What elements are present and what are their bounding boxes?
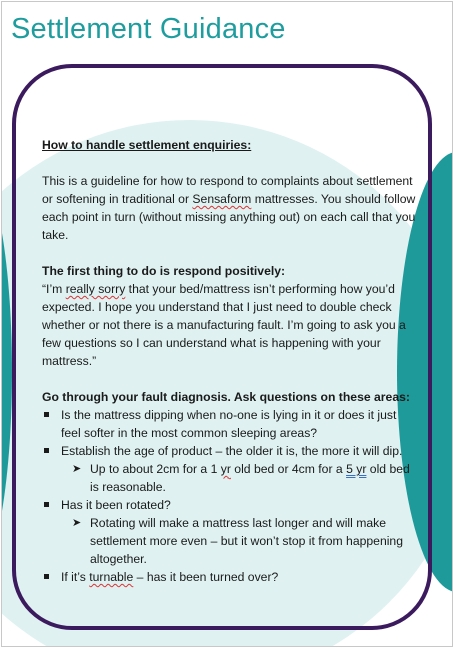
sub-list-item: ➤ Up to about 2cm for a 1 yr old bed or 4cm for a 5 yr old bed is reasonable. xyxy=(72,462,410,494)
square-bullet-icon xyxy=(44,574,49,579)
section-heading-respond: The first thing to do is respond positively: xyxy=(42,264,286,278)
arrow-bullet-icon: ➤ xyxy=(72,463,82,475)
sub-list-item: ➤ Rotating will make a mattress last longer and will make settlement more even – but it won’t stop it from happening altogether. xyxy=(72,516,403,566)
diagnosis-list xyxy=(42,406,417,586)
guidance-content xyxy=(42,136,417,586)
section-heading-settlement: How to handle settlement enquiries: xyxy=(42,138,252,152)
list-item: If it’s turnable – has it been turned over? xyxy=(42,568,417,586)
spell-flag-text: really sorry xyxy=(65,282,126,296)
section-heading-diagnosis: Go through your fault diagnosis. Ask questions on these areas: xyxy=(42,390,410,404)
document-page xyxy=(1,1,453,647)
sub-list xyxy=(61,460,417,496)
brand-name: Sensaform xyxy=(192,192,252,206)
list-item: Establish the age of product – the older it is, the more it will dip. ➤ Up to about 2cm for a 1 yr old bed or 4cm for a 5 yr old bed is reasonable. xyxy=(42,442,417,496)
square-bullet-icon xyxy=(44,412,49,417)
sub-list xyxy=(61,514,417,568)
intro-paragraph: This is a guideline for how to respond to complaints about settlement or softening in traditional or Sensaform mattresses. You should follow each point in turn (without missing anything out) on each call that you take. xyxy=(42,174,416,242)
square-bullet-icon xyxy=(44,502,49,507)
list-item: Has it been rotated? ➤ Rotating will make a mattress last longer and will make settlement more even – but it won’t stop it from happening altogether. xyxy=(42,496,417,568)
square-bullet-icon xyxy=(44,448,49,453)
arrow-bullet-icon: ➤ xyxy=(72,517,82,529)
page-title: Settlement Guidance xyxy=(11,13,286,45)
script-quote: “I’m really sorry that your bed/mattress isn’t performing how you’d expected. I hope you understand that I just need to double check whether or not there is a manufacturing fault. I’m going to ask you a few questions so I can understand what is happening with your mattress.” xyxy=(42,282,406,368)
list-item: Is the mattress dipping when no-one is lying in it or does it just feel softer in the most common sleeping areas? xyxy=(42,406,417,442)
